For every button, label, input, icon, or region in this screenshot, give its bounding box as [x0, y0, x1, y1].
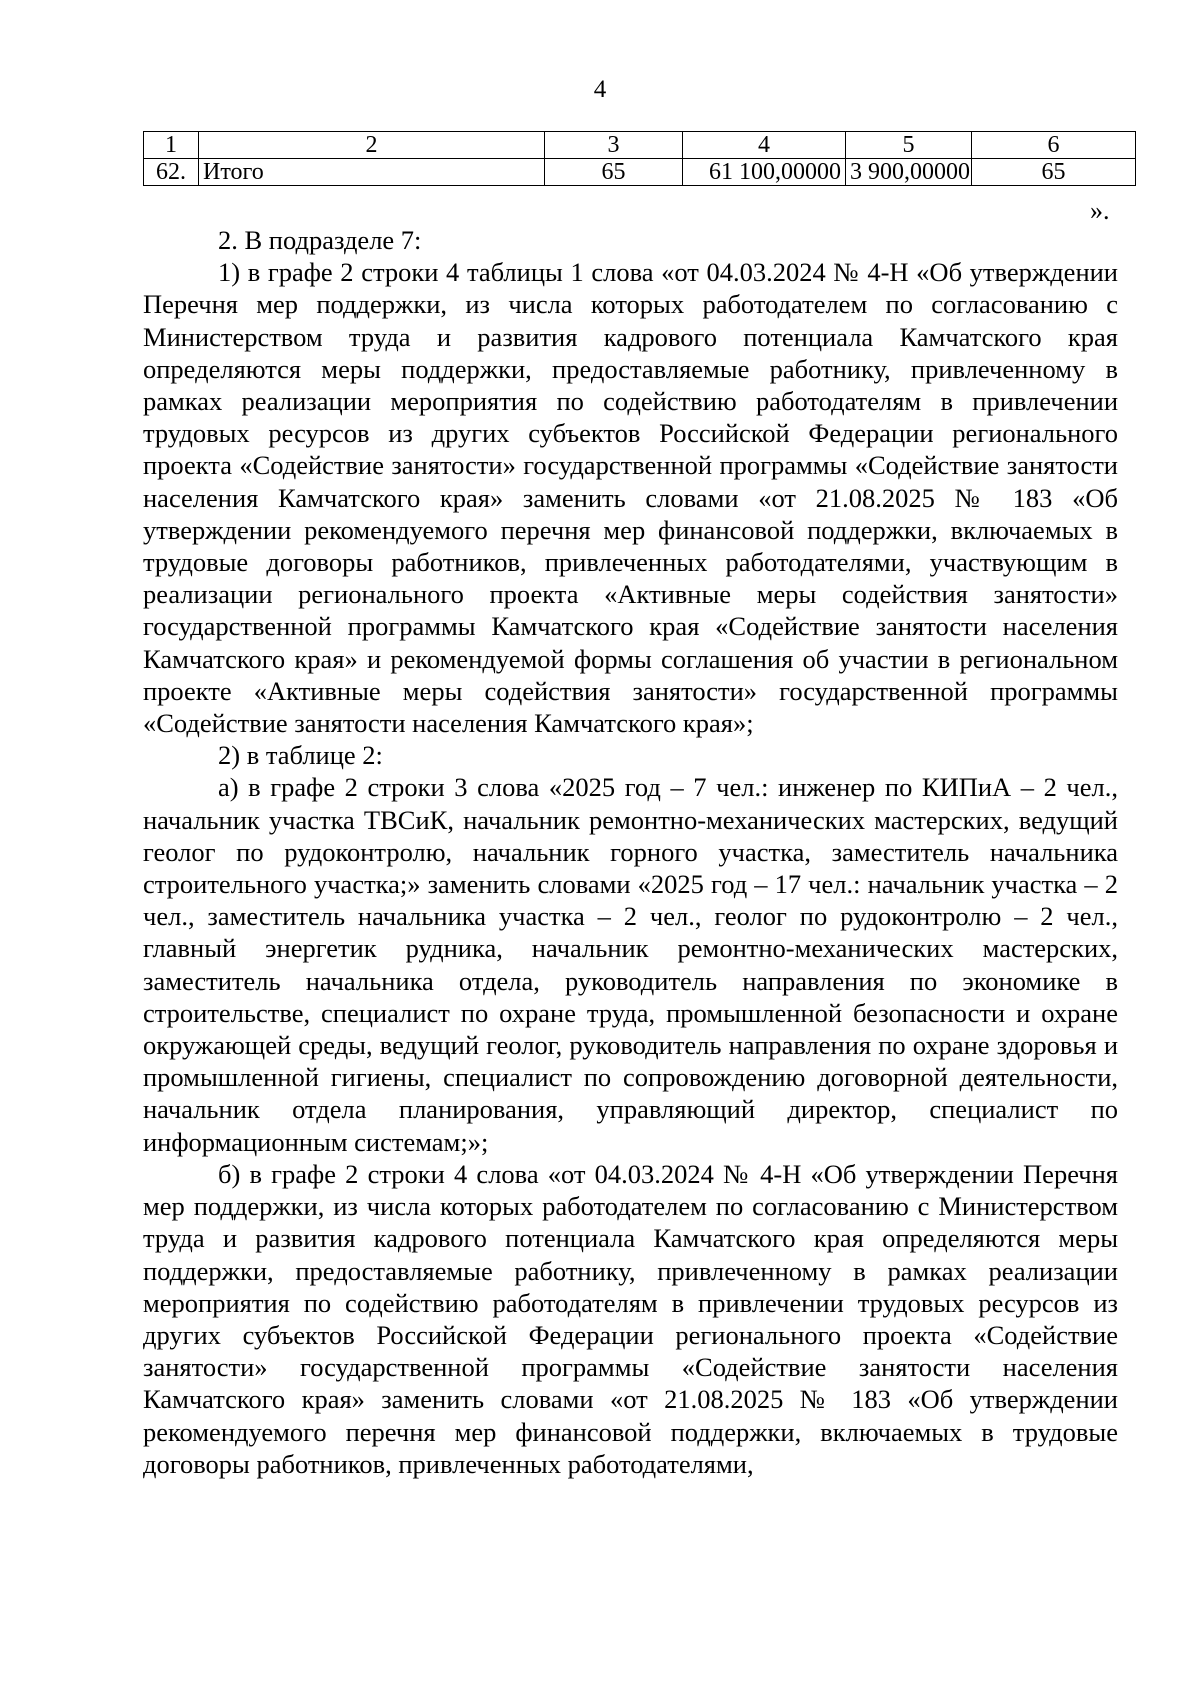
- summary-table: [143, 131, 1136, 186]
- paragraph-item-2: 2) в таблице 2:: [218, 740, 383, 771]
- table-cell-name: Итого: [199, 159, 545, 186]
- table-header-cell: 3: [545, 132, 683, 159]
- paragraph-subitem-b: б) в графе 2 строки 4 слова «от 04.03.2024 № 4-Н «Об утверждении Перечня мер поддержки, из числа которых работодателем по согласованию с Министерством труда и развития кадрового потенциала Камчатского края определяются меры поддержки, предоставляемые работнику, привлеченному в рамках реализации мероприятия по содействию работодателям в привлечении трудовых ресурсов из других субъектов Российской Федерации регионального проекта «Содействие занятости» государственной программы «Содействие занятости населения Камчатского края» заменить словами «от 21.08.2025 № 183 «Об утверждении рекомендуемого перечня мер финансовой поддержки, включаемых в трудовые договоры работников, привлеченных работодателями,: [143, 1158, 1118, 1479]
- table-header-cell: 5: [846, 132, 972, 159]
- body-text: [143, 224, 1118, 1480]
- table-header-row: [144, 132, 1136, 159]
- table-cell-row-number: 62.: [144, 159, 199, 186]
- table-row: [144, 159, 1136, 186]
- table-header-cell: 4: [683, 132, 846, 159]
- page-number: 4: [593, 76, 607, 103]
- closing-quote: ».: [1090, 196, 1110, 225]
- paragraph-section-heading: 2. В подразделе 7:: [218, 225, 422, 255]
- table-cell-count: 65: [545, 159, 683, 186]
- table-cell-amount: 61 100,00000: [683, 159, 846, 186]
- paragraph-subitem-a: а) в графе 2 строки 3 слова «2025 год – 7 чел.: инженер по КИПиА – 2 чел., начальник участка ТВСиК, начальник ремонтно-механических мастерских, ведущий геолог по рудоконтролю, начальник горного участка, заместитель начальника строительного участка;» заменить словами «2025 год – 17 чел.: начальник участка – 2 чел., заместитель начальника участка – 2 чел., геолог по рудоконтролю – 2 чел., главный энергетик рудника, начальник ремонтно-механических мастерских, заместитель начальника отдела, руководитель направления по экономике в строительстве, специалист по охране труда, промышленной безопасности и охране окружающей среды, ведущий геолог, руководитель направления по охране здоровья и промышленной гигиены, специалист по сопровождению договорной деятельности, начальник отдела планирования, управляющий директор, специалист по информационным системам;»;: [143, 772, 1118, 1157]
- paragraph-item-1: 1) в графе 2 строки 4 таблицы 1 слова «от 04.03.2024 № 4-Н «Об утверждении Перечня мер поддержки, из числа которых работодателем по согласованию с Министерством труда и развития кадрового потенциала Камчатского края определяются меры поддержки, предоставляемые работнику, привлеченному в рамках реализации мероприятия по содействию работодателям в привлечении трудовых ресурсов из других субъектов Российской Федерации регионального проекта «Содействие занятости» государственной программы «Содействие занятости населения Камчатского края» заменить словами «от 21.08.2025 № 183 «Об утверждении рекомендуемого перечня мер финансовой поддержки, включаемых в трудовые договоры работников, привлеченных работодателями, участвующим в реализации регионального проекта «Активные меры содействия занятости» государственной программы Камчатского края «Содействие занятости населения Камчатского края» и рекомендуемой формы соглашения об участии в региональном проекте «Активные меры содействия занятости» государственной программы «Содействие занятости населения Камчатского края»;: [143, 257, 1118, 739]
- table-header-cell: 6: [972, 132, 1136, 159]
- table-cell-count: 65: [972, 159, 1136, 186]
- table-header-cell: 1: [144, 132, 199, 159]
- table-header-cell: 2: [199, 132, 545, 159]
- table-cell-amount: 3 900,00000: [846, 159, 972, 186]
